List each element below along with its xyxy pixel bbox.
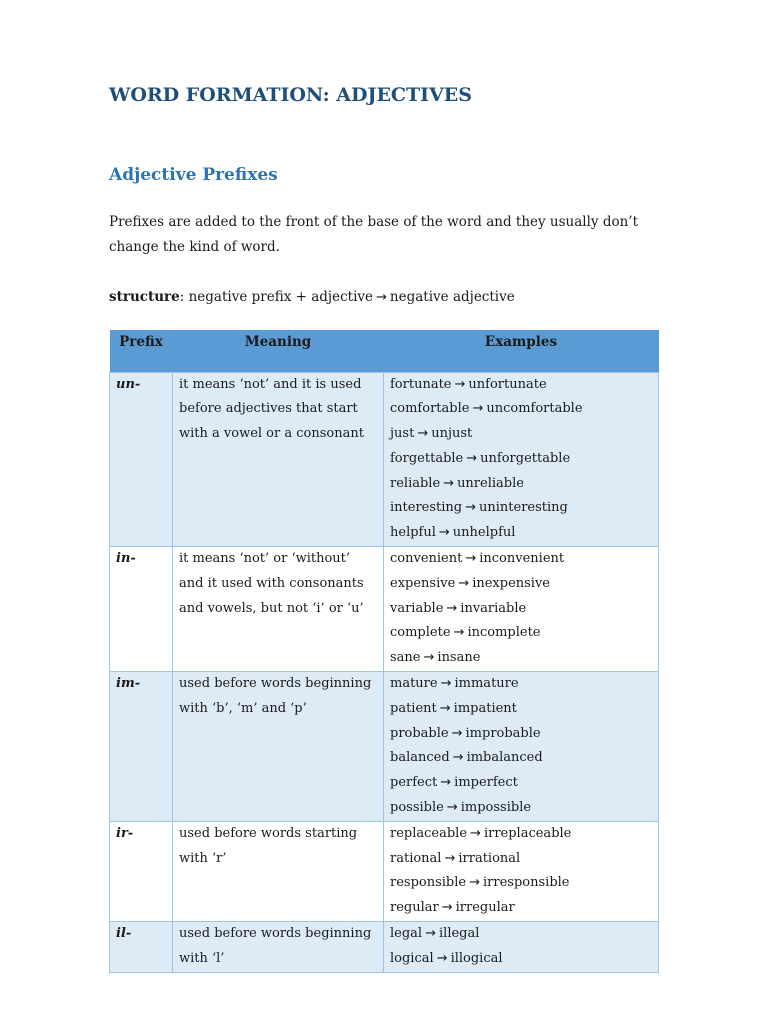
example-line: convenient → inconvenient: [390, 551, 565, 567]
arrow-icon: →: [417, 426, 429, 442]
arrow-icon: →: [472, 401, 484, 417]
example-line: patient → impatient: [390, 700, 517, 716]
example-line: variable → invariable: [390, 600, 527, 616]
arrow-icon: →: [443, 475, 455, 491]
meaning-cell: used before words beginning with ‘b’, ‘m’ and ‘p’: [173, 672, 384, 822]
example-line: rational → irrational: [390, 850, 521, 866]
arrow-icon: →: [453, 625, 465, 641]
example-line: replaceable → irreplaceable: [390, 825, 572, 841]
example-line: possible → impossible: [390, 800, 532, 816]
arrow-icon: →: [439, 700, 451, 716]
examples-cell: [384, 922, 659, 973]
example-line: complete → incomplete: [390, 625, 541, 641]
table-row: [110, 547, 659, 672]
header-examples: Examples: [484, 334, 558, 350]
meaning-cell: it means ‘not’ or ‘without’ and it used with consonants and vowels, but not ‘i’ or ‘u’: [173, 547, 384, 672]
example-line: balanced → imbalanced: [390, 750, 543, 766]
examples-cell: [384, 547, 659, 672]
arrow-icon: →: [376, 290, 387, 305]
header-meaning: Meaning: [244, 334, 312, 350]
table-row: [110, 821, 659, 921]
example-line: responsible → irresponsible: [390, 875, 570, 891]
structure-label: structure: [109, 289, 180, 305]
example-line: mature → immature: [390, 676, 519, 692]
arrow-icon: →: [444, 850, 456, 866]
arrow-icon: →: [436, 950, 448, 966]
intro-paragraph: Prefixes are added to the front of the base of the word and they usually don’t change the kind of word.: [109, 214, 639, 255]
structure-colon: :: [179, 289, 185, 305]
arrow-icon: →: [446, 800, 458, 816]
examples-cell: [384, 672, 659, 822]
structure-right: negative adjective: [389, 289, 515, 305]
example-line: reliable → unreliable: [390, 475, 524, 491]
example-line: probable → improbable: [390, 725, 541, 741]
arrow-icon: →: [465, 551, 477, 567]
example-line: logical → illogical: [390, 950, 503, 966]
examples-cell: [384, 821, 659, 921]
structure-line: [109, 286, 515, 309]
prefix-cell: ir-: [110, 821, 173, 921]
structure-left: negative prefix + adjective: [188, 289, 374, 305]
example-line: expensive → inexpensive: [390, 575, 550, 591]
arrow-icon: →: [466, 450, 478, 466]
arrow-icon: →: [458, 575, 470, 591]
example-line: helpful → unhelpful: [390, 525, 516, 541]
example-line: forgettable → unforgettable: [390, 450, 571, 466]
arrow-icon: →: [423, 650, 435, 666]
example-line: comfortable → uncomfortable: [390, 401, 583, 417]
arrow-icon: →: [441, 900, 453, 916]
document-title: WORD FORMATION: ADJECTIVES: [109, 84, 473, 106]
example-line: just → unjust: [390, 426, 473, 442]
prefix-cell: il-: [110, 922, 173, 973]
example-line: legal → illegal: [390, 926, 480, 942]
examples-cell: [384, 372, 659, 547]
arrow-icon: →: [454, 376, 466, 392]
example-line: fortunate → unfortunate: [390, 376, 547, 392]
prefix-table: [109, 330, 659, 973]
table-row: [110, 372, 659, 547]
arrow-icon: →: [452, 750, 464, 766]
arrow-icon: →: [440, 676, 452, 692]
arrow-icon: →: [470, 825, 481, 841]
example-line: interesting → uninteresting: [390, 500, 568, 516]
example-line: sane → insane: [390, 650, 481, 666]
table-row: [110, 672, 659, 822]
meaning-cell: used before words beginning with ‘l’: [173, 922, 384, 973]
prefix-cell: im-: [110, 672, 173, 822]
arrow-icon: →: [451, 725, 463, 741]
meaning-cell: used before words starting with ‘r’: [173, 821, 384, 921]
prefix-cell: un-: [110, 372, 173, 547]
arrow-icon: →: [438, 525, 450, 541]
table-row: [110, 922, 659, 973]
example-line: perfect → imperfect: [390, 775, 518, 791]
meaning-cell: it means ‘not’ and it is used before adjectives that start with a vowel or a consonant: [173, 372, 384, 547]
section-heading: Adjective Prefixes: [109, 165, 278, 185]
arrow-icon: →: [465, 500, 477, 516]
example-line: regular → irregular: [390, 900, 515, 916]
table-header-row: [110, 330, 659, 372]
prefix-cell: in-: [110, 547, 173, 672]
arrow-icon: →: [446, 600, 458, 616]
arrow-icon: →: [469, 875, 481, 891]
header-prefix: Prefix: [119, 334, 163, 350]
arrow-icon: →: [440, 775, 452, 791]
arrow-icon: →: [425, 926, 436, 942]
